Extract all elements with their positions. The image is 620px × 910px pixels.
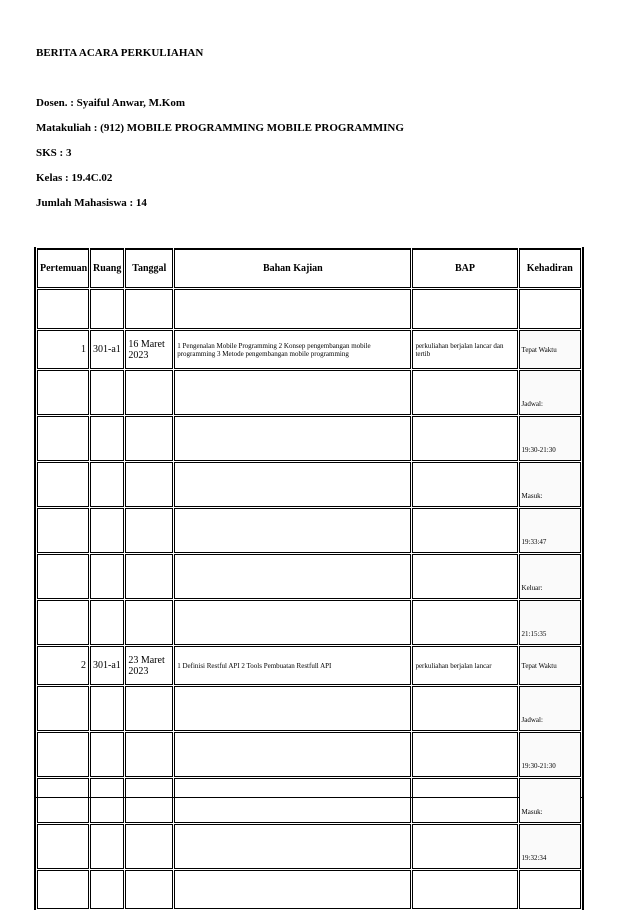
- header-pertemuan: Pertemuan: [37, 248, 89, 288]
- jumlah-mahasiswa-line: Jumlah Mahasiswa : 14: [36, 197, 147, 209]
- cell-bahan-kajian: 1 Pengenalan Mobile Programming 2 Konsep pengembangan mobile programming 3 Metode pengembangan mobile programming: [174, 330, 411, 369]
- table-row: [37, 508, 581, 553]
- table-row: [37, 416, 581, 461]
- matakuliah-line: Matakuliah : (912) MOBILE PROGRAMMING MOBILE PROGRAMMING: [36, 122, 404, 134]
- cell-keluar: 21:15:35: [519, 600, 581, 645]
- table-row: [37, 870, 581, 909]
- cell-status: Tepat Waktu: [519, 646, 581, 685]
- cell-bap: perkuliahan berjalan lancar dan tertib: [412, 330, 517, 369]
- table-row: [37, 600, 581, 645]
- cell-ruang: 301-a1: [90, 646, 124, 685]
- header-bahan-kajian: Bahan Kajian: [174, 248, 411, 288]
- table-row: [37, 824, 581, 869]
- cell-jadwal: 19:30-21:30: [519, 416, 581, 461]
- cell-keluar-label: Keluar:: [519, 554, 581, 599]
- cell-jadwal: 19:30-21:30: [519, 732, 581, 777]
- attendance-table: [34, 247, 584, 910]
- table-row: [37, 732, 581, 777]
- cell-jadwal-label: Jadwal:: [519, 370, 581, 415]
- cell-jadwal-label: Jadwal:: [519, 686, 581, 731]
- cell-ruang: 301-a1: [90, 330, 124, 369]
- cell-pertemuan: 2: [37, 646, 89, 685]
- cell-tanggal: 16 Maret 2023: [125, 330, 173, 369]
- header-ruang: Ruang: [90, 248, 124, 288]
- cell-masuk: 19:32:34: [519, 824, 581, 869]
- table-header-row: [37, 248, 581, 288]
- table-row-meeting-1: [37, 330, 581, 369]
- table-row-empty: [37, 289, 581, 329]
- header-kehadiran: Kehadiran: [519, 248, 581, 288]
- cell-bahan-kajian: 1 Definisi Restful API 2 Tools Pembuatan Restfull API: [174, 646, 411, 685]
- table-row: [37, 462, 581, 507]
- cell-masuk-label: Masuk:: [519, 462, 581, 507]
- cell-pertemuan: 1: [37, 330, 89, 369]
- header-tanggal: Tanggal: [125, 248, 173, 288]
- sks-line: SKS : 3: [36, 147, 72, 159]
- cell-bap: perkuliahan berjalan lancar: [412, 646, 517, 685]
- table-row: [37, 370, 581, 415]
- cell-tanggal: 23 Maret 2023: [125, 646, 173, 685]
- header-bap: BAP: [412, 248, 517, 288]
- document-title: BERITA ACARA PERKULIAHAN: [36, 47, 204, 59]
- table-row: [37, 554, 581, 599]
- table-row: [37, 686, 581, 731]
- table-row: [37, 778, 581, 823]
- table-row-meeting-2: [37, 646, 581, 685]
- cell-masuk: 19:33:47: [519, 508, 581, 553]
- cell-status: Tepat Waktu: [519, 330, 581, 369]
- cell-masuk-label: Masuk:: [519, 778, 581, 823]
- attendance-table-container: [34, 247, 584, 862]
- dosen-line: Dosen. : Syaiful Anwar, M.Kom: [36, 97, 186, 109]
- kelas-line: Kelas : 19.4C.02: [36, 172, 113, 184]
